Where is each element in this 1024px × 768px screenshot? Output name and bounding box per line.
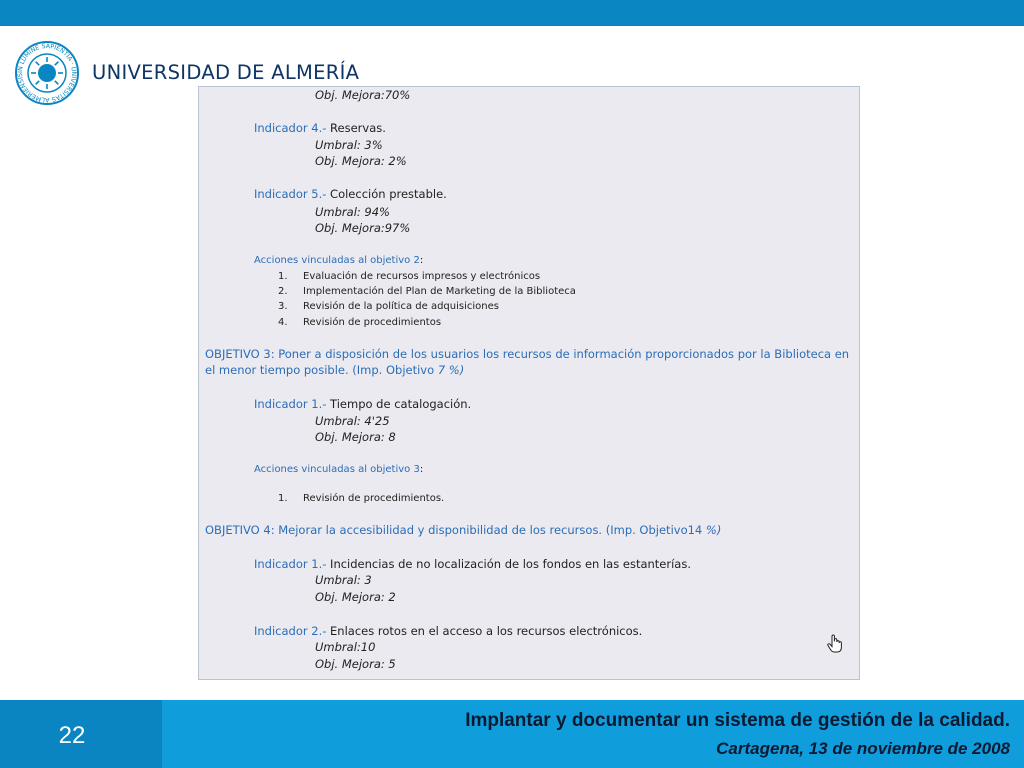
actions-obj3-title (254, 464, 423, 475)
objective-4-indicator-1-umbral: Umbral: 3 (315, 573, 372, 587)
list-item-text: Revisión de procedimientos. (303, 493, 445, 504)
list-item-text: Revisión de la política de adquisiciones (303, 301, 499, 312)
indicator-label: Indicador 4.- (254, 121, 327, 135)
actions-title-colon: : (419, 464, 424, 475)
objective-3-title-line2 (205, 363, 464, 377)
indicator-label: Indicador 1.- (254, 397, 327, 411)
list-item-number: 1. (278, 493, 288, 504)
indicator-text: Colección prestable. (326, 187, 447, 201)
indicator-5 (254, 187, 447, 201)
indicator-4-mejora: Obj. Mejora: 2% (315, 154, 407, 168)
objective-4-indicator-1 (254, 557, 691, 571)
actions-title-colon: : (419, 255, 424, 266)
indicator-5-umbral: Umbral: 94% (315, 205, 390, 219)
list-item (278, 317, 441, 328)
objective-3-indicator-1-umbral: Umbral: 4'25 (315, 414, 390, 428)
page-number: 22 (58, 722, 86, 749)
list-item (278, 286, 576, 297)
objective-4-indicator-2 (254, 624, 642, 638)
footer-subtitle: Cartagena, 13 de noviembre de 2008 (716, 739, 1010, 758)
hand-cursor-icon (826, 634, 844, 659)
actions-title-text: Acciones vinculadas al objetivo 2 (254, 255, 420, 266)
objective-3-indicator-1-mejora: Obj. Mejora: 8 (315, 430, 396, 444)
obj2-mejora: Obj. Mejora:70% (315, 88, 411, 102)
seal-text: IN LUMINE SAPIENTIA · UNIVERSITAS ALMERIENSIS (16, 42, 78, 104)
list-item-number: 3. (278, 301, 288, 312)
list-item-number: 2. (278, 286, 288, 297)
list-item (278, 271, 540, 282)
university-name: UNIVERSIDAD DE ALMERÍA (92, 61, 360, 84)
objective-4-indicator-2-umbral: Umbral:10 (315, 640, 376, 654)
list-item-text: Evaluación de recursos impresos y electrónicos (303, 271, 541, 282)
list-item-number: 1. (278, 271, 288, 282)
objective-3-indicator-1 (254, 397, 471, 411)
indicator-4-umbral: Umbral: 3% (315, 138, 383, 152)
indicator-label: Indicador 5.- (254, 187, 327, 201)
indicator-label: Indicador 1.- (254, 557, 327, 571)
actions-obj2-title (254, 255, 423, 266)
document-panel (198, 86, 860, 680)
objective-4-pct: %) (705, 523, 722, 537)
objective-4-title (205, 523, 721, 537)
objective-3-title-line1: OBJETIVO 3: Poner a disposición de los usuarios los recursos de información proporcionados por la Biblioteca en (205, 347, 850, 361)
actions-title-text: Acciones vinculadas al objetivo 3 (254, 464, 420, 475)
indicator-5-mejora: Obj. Mejora:97% (315, 221, 411, 235)
objective-3-pct: 7 %) (437, 363, 465, 377)
top-bar (0, 0, 1024, 26)
university-seal-icon (14, 40, 80, 106)
list-item (278, 493, 444, 504)
objective-4-indicator-2-mejora: Obj. Mejora: 5 (315, 657, 396, 671)
indicator-4 (254, 121, 386, 135)
list-item (278, 301, 499, 312)
indicator-label: Indicador 2.- (254, 624, 327, 638)
objective-3-text: el menor tiempo posible. (Imp. Objetivo (205, 363, 438, 377)
indicator-text: Reservas. (326, 121, 386, 135)
list-item-text: Implementación del Plan de Marketing de la Biblioteca (303, 286, 576, 297)
footer-title: Implantar y documentar un sistema de gestión de la calidad. (465, 710, 1010, 731)
indicator-text: Enlaces rotos en el acceso a los recursos electrónicos. (326, 624, 643, 638)
indicator-text: Tiempo de catalogación. (326, 397, 472, 411)
objective-4-indicator-1-mejora: Obj. Mejora: 2 (315, 590, 396, 604)
objective-4-text: OBJETIVO 4: Mejorar la accesibilidad y disponibilidad de los recursos. (Imp. Objetivo14 (205, 523, 706, 537)
indicator-text: Incidencias de no localización de los fondos en las estanterías. (326, 557, 691, 571)
list-item-text: Revisión de procedimientos (303, 317, 442, 328)
list-item-number: 4. (278, 317, 288, 328)
